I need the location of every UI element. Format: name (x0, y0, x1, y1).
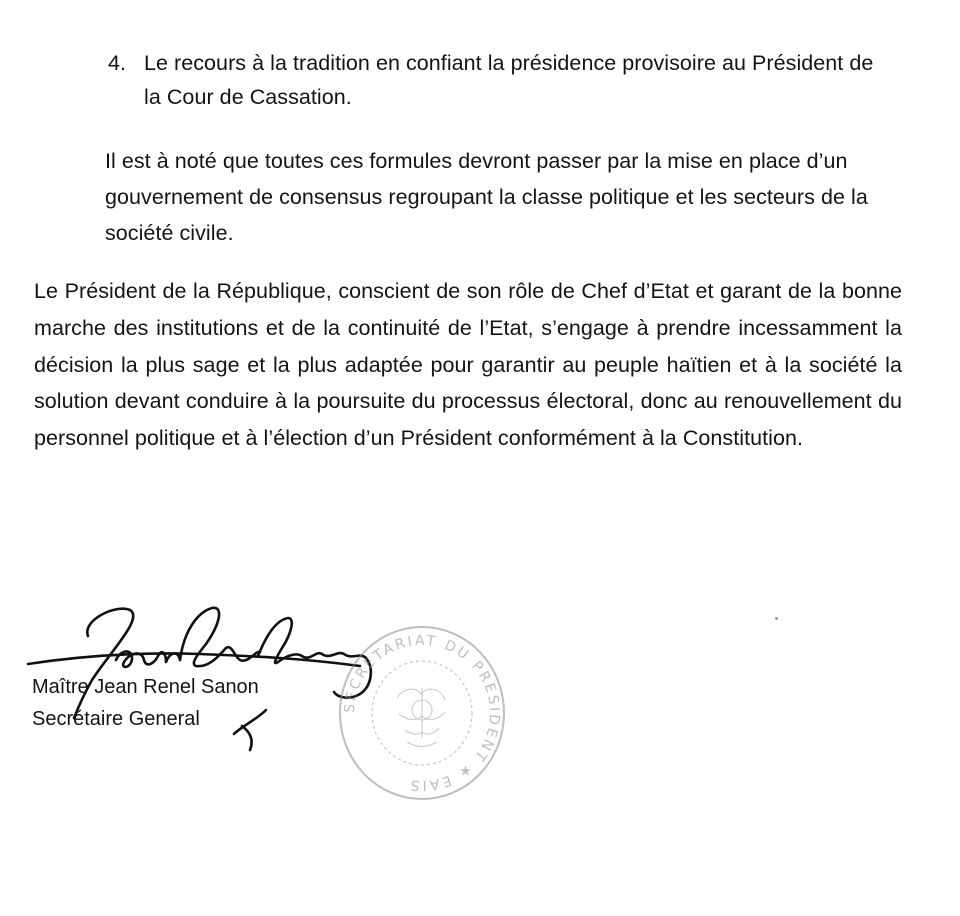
main-paragraph: Le Président de la République, conscient de son rôle de Chef d’Etat et garant de la bonne marche des institutions et de la continuité de l’Etat, s’engage à prendre incessamment la décision la plus sage et la plus adaptée pour garantir au peuple haïtien et à la société la solution devant conduire à la poursuite du processus électoral, donc au renouvellement du personnel politique et à l’élection d’un Président conformément à la Constitution. (34, 279, 902, 451)
list-item-number: 4. (108, 51, 127, 75)
list-item-4 (108, 46, 888, 114)
note-paragraph: Il est à noté que toutes ces formules devront passer par la mise en place d’un gouvernement de consensus regroupant la classe politique et les secteurs de la société civile. (105, 149, 868, 245)
seal-text: SECRETARIAT DU PRESIDENT ★ EAIS (341, 632, 503, 794)
speck (775, 617, 778, 620)
signatory-title: Secrétaire General (32, 708, 200, 730)
list-item-text: Le recours à la tradition en confiant la présidence provisoire au Président de la Cour de Cassation. (144, 51, 874, 109)
official-seal-stamp (335, 618, 510, 808)
signatory-name: Maître Jean Renel Sanon (32, 676, 259, 698)
